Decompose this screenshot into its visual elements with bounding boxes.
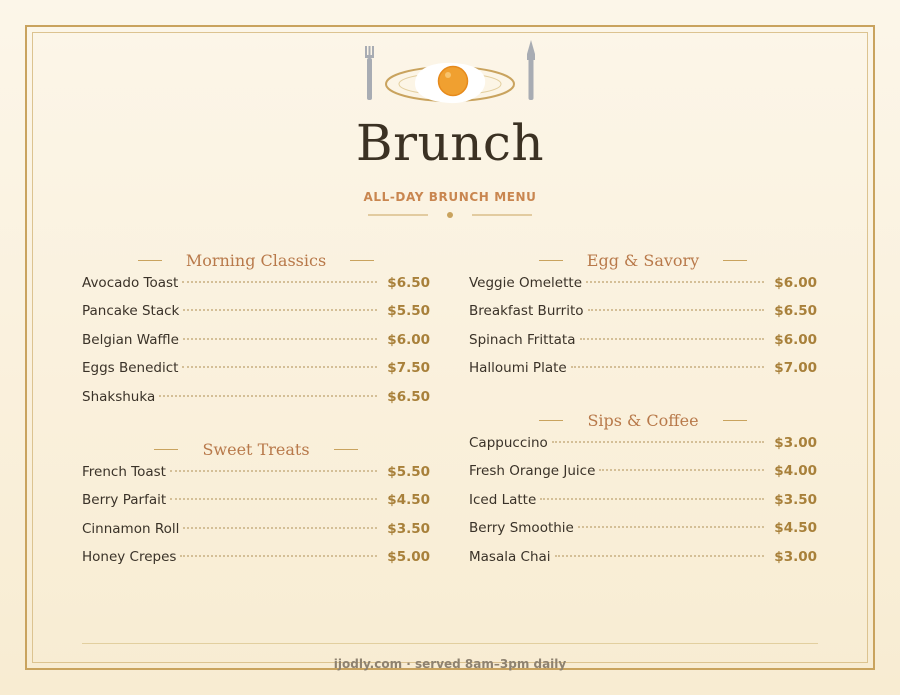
heading-rule-right: [350, 260, 374, 261]
menu-item: [82, 464, 430, 492]
heading-rule-left: [539, 420, 563, 421]
dot-leader: [555, 555, 765, 557]
dot-leader: [571, 366, 765, 368]
menu-item: [82, 389, 430, 417]
heading-rule-left: [154, 449, 178, 450]
dot-leader: [159, 395, 377, 397]
item-price: $3.50: [387, 520, 430, 537]
dot-leader: [578, 526, 764, 528]
menu-item: [469, 463, 817, 491]
menu-item: [469, 492, 817, 520]
item-price: $3.00: [774, 548, 817, 565]
item-name: Iced Latte: [469, 491, 537, 508]
item-name: Shakshuka: [82, 388, 156, 405]
item-name: Fresh Orange Juice: [469, 463, 596, 480]
menu-item: [82, 303, 430, 331]
item-name: Spinach Frittata: [469, 331, 576, 348]
heading-rule-right: [723, 420, 747, 421]
dot-leader: [182, 366, 377, 368]
item-price: $6.00: [774, 331, 817, 348]
section-items-morning-classics: [82, 275, 430, 417]
dot-leader: [170, 498, 377, 500]
fork-icon: [365, 46, 374, 100]
dot-leader: [588, 309, 765, 311]
knife-icon: [527, 40, 535, 100]
menu-title: Brunch: [355, 114, 545, 172]
item-price: $4.50: [387, 492, 430, 509]
item-name: Berry Smoothie: [469, 520, 574, 537]
section-title: Sweet Treats: [202, 439, 310, 459]
item-price: $6.50: [774, 303, 817, 320]
heading-rule-right: [334, 449, 358, 450]
item-price: $6.00: [774, 275, 817, 291]
item-price: $6.50: [387, 388, 430, 405]
fried-egg-icon: [415, 63, 485, 103]
dot-leader: [170, 470, 377, 472]
item-price: $4.00: [774, 463, 817, 480]
section-title: Sips & Coffee: [587, 410, 699, 430]
menu-item: [469, 303, 817, 331]
dot-leader: [180, 555, 377, 557]
menu-item: [82, 360, 430, 388]
heading-rule-left: [539, 260, 563, 261]
dot-leader: [183, 338, 377, 340]
menu-item: [82, 549, 430, 577]
section-heading-sips-coffee: [469, 408, 817, 432]
menu-item: [82, 492, 430, 520]
item-price: $6.00: [387, 331, 430, 348]
item-price: $7.00: [774, 360, 817, 377]
item-name: Cappuccino: [469, 435, 548, 451]
item-name: Berry Parfait: [82, 492, 167, 509]
menu-item: [469, 332, 817, 360]
item-name: Veggie Omelette: [469, 275, 583, 291]
section-items-sips-coffee: [469, 435, 817, 577]
dot-leader: [540, 498, 764, 500]
section-title: Egg & Savory: [586, 250, 700, 270]
menu-item: [82, 521, 430, 549]
footer-text: ijodly.com · served 8am–3pm daily: [333, 657, 567, 671]
section-heading-morning-classics: [82, 248, 430, 272]
dot-leader: [183, 309, 377, 311]
dot-leader: [183, 527, 377, 529]
item-name: French Toast: [82, 464, 166, 480]
item-name: Masala Chai: [469, 548, 551, 565]
section-items-egg-savory: [469, 275, 817, 389]
section-items-sweet-treats: [82, 464, 430, 578]
item-price: $6.50: [387, 275, 430, 291]
item-price: $5.00: [387, 549, 430, 566]
dot-leader: [580, 338, 765, 340]
item-name: Breakfast Burrito: [469, 303, 584, 320]
section-heading-egg-savory: [469, 248, 817, 272]
footer-divider: [82, 643, 818, 644]
item-name: Eggs Benedict: [82, 360, 179, 377]
heading-rule-left: [138, 260, 162, 261]
item-name: Avocado Toast: [82, 275, 179, 291]
item-price: $5.50: [387, 303, 430, 320]
menu-item: [469, 520, 817, 548]
item-name: Cinnamon Roll: [82, 520, 180, 537]
dot-leader: [586, 281, 764, 283]
divider-ornament: [368, 208, 532, 222]
item-price: $4.50: [774, 520, 817, 537]
item-name: Belgian Waffle: [82, 331, 179, 348]
item-price: $5.50: [387, 464, 430, 480]
item-price: $3.00: [774, 435, 817, 451]
dot-leader: [599, 469, 764, 471]
dot-leader: [182, 281, 377, 283]
brunch-emblem: [355, 38, 545, 108]
menu-item: [469, 360, 817, 388]
menu-item: [469, 435, 817, 463]
menu-item: [82, 332, 430, 360]
section-heading-sweet-treats: [82, 437, 430, 461]
menu-subtitle: ALL-DAY BRUNCH MENU: [363, 190, 537, 204]
heading-rule-right: [723, 260, 747, 261]
menu-item: [469, 275, 817, 303]
item-name: Pancake Stack: [82, 303, 180, 320]
menu-item: [82, 275, 430, 303]
item-price: $7.50: [387, 360, 430, 377]
item-price: $3.50: [774, 491, 817, 508]
section-title: Morning Classics: [185, 250, 327, 270]
item-name: Honey Crepes: [82, 549, 177, 566]
dot-leader: [552, 441, 764, 443]
menu-item: [469, 549, 817, 577]
item-name: Halloumi Plate: [469, 360, 567, 377]
